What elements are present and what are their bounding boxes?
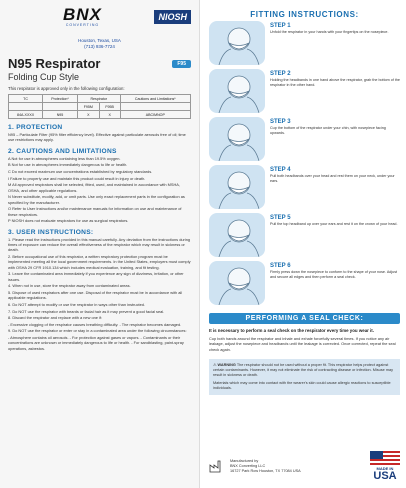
fitting-step bbox=[209, 117, 400, 163]
table-subheader: F95B bbox=[99, 103, 120, 111]
list-item: O Refer to User Instructions and/or maintenance manuals for information on use and maintenance of these respirators. bbox=[8, 206, 182, 217]
brand-tagline: CONVERTING bbox=[65, 23, 100, 27]
step-title: STEP 4 bbox=[270, 167, 291, 173]
table-header: Protection* bbox=[43, 95, 78, 103]
list-item: 3. Leave the contaminated area immediately if you experience any sign of dizziness, irritation, or other issues. bbox=[8, 271, 184, 282]
table-header: TC bbox=[9, 95, 43, 103]
step-illustration-icon bbox=[209, 69, 265, 113]
fitting-step bbox=[209, 261, 400, 307]
step-illustration-icon bbox=[209, 261, 265, 305]
list-item: A Not for use in atmospheres containing less than 19.5% oxygen. bbox=[8, 155, 121, 161]
address-phone: (713) 936-7724 bbox=[84, 44, 115, 49]
cautions-list bbox=[8, 156, 191, 224]
step-text: Firmly press down the nosepiece to conform to the shape of your nose. Adjust and secure all edges and then perform a seal check. bbox=[270, 270, 398, 279]
step-title: STEP 5 bbox=[270, 215, 291, 221]
step-title: STEP 6 bbox=[270, 263, 291, 269]
warning-text: The respirator should not be used without a proper fit. This respirator helps protect against certain contaminants. However, it may not eliminate the risk of contracting disease or infection. Misuse may result in sickness or death. bbox=[213, 362, 394, 378]
seal-check-text: Cup both hands around the respirator and inhale and exhale forcefully several times. If you notice any air leakage, adjust the nosepiece and headbands until the leakage is corrected. Once corrected, repeat the seal check again. bbox=[209, 336, 396, 352]
list-item: N Never substitute, modify, add, or omit parts. Use only exact replacement parts in the configuration as specified by the manufacturer. bbox=[8, 194, 185, 205]
brand-name: BNX bbox=[63, 5, 102, 24]
warning-text-2: Materials which may come into contact with the wearer's skin could cause allergic reactions to susceptible individuals. bbox=[213, 380, 391, 390]
footer bbox=[209, 451, 400, 482]
list-item: 6. Do NOT attempt to modify or use the respirator in ways other than instructed. bbox=[8, 302, 146, 307]
table-header: Respirator bbox=[77, 95, 120, 103]
approval-table bbox=[8, 94, 191, 119]
table-subheader bbox=[9, 103, 43, 111]
niosh-logo: NIOSH bbox=[154, 10, 191, 24]
list-item: 7. Do NOT use the respirator with beards or facial hair as it may prevent a good facial seal. bbox=[8, 308, 165, 314]
protection-text: N95 – Particulate Filter (95% filter efficiency level). Effective against particulate aerosols free of oil; time use restrictions may apply. bbox=[8, 132, 186, 143]
list-item: 9. Do NOT use the respirator or enter or stay in a contaminated area under the following circumstances: bbox=[8, 328, 187, 334]
list-item: M All approved respirators shall be selected, fitted, used, and maintained in accordance with MSHA, OSHA, and other applicable regulations. bbox=[8, 182, 180, 193]
product-subtitle: Folding Cup Style bbox=[8, 72, 80, 82]
list-item: I Failure to properly use and maintain this product could result in injury or death. bbox=[8, 175, 146, 181]
cautions-heading: 2. CAUTIONS AND LIMITATIONS bbox=[8, 147, 117, 155]
steps-list bbox=[209, 21, 400, 307]
mfg-line2: BNX Converting LLC bbox=[230, 464, 266, 468]
step-text: Pull both headbands over your head and rest them on your neck, under your ears. bbox=[270, 174, 395, 183]
fitting-heading: FITTING INSTRUCTIONS: bbox=[250, 10, 359, 19]
made-in-usa bbox=[370, 451, 400, 482]
list-item: C Do not exceed maximum use concentrations established by regulatory standards. bbox=[8, 169, 153, 174]
list-item: 1. Please read the instructions provided in this manual carefully. Any deviation from the instructions during times of exposure can reduce the overall effectiveness of the respirator which may result in sickness or death. bbox=[8, 236, 191, 253]
table-subheader: F95M bbox=[77, 103, 99, 111]
step-text: Holding the headbands in one hand above the respirator, grab the bottom of the respirator in the other hand. bbox=[270, 78, 400, 87]
fitting-step bbox=[209, 213, 400, 259]
fitting-step bbox=[209, 69, 400, 115]
right-panel bbox=[203, 0, 406, 488]
flag-icon bbox=[370, 451, 400, 466]
model-badge: F95 bbox=[172, 60, 191, 68]
table-cell: N95 bbox=[43, 111, 78, 119]
list-item: B Not for use in atmospheres immediately dangerous to life or health. bbox=[8, 162, 128, 168]
table-header: Cautions and Limitations* bbox=[120, 95, 190, 103]
protection-heading: 1. PROTECTION bbox=[8, 124, 63, 131]
step-title: STEP 2 bbox=[270, 71, 291, 77]
table-cell: 84A-XXXX bbox=[9, 111, 43, 119]
step-title: STEP 1 bbox=[270, 23, 291, 29]
warning-label: WARNING bbox=[217, 362, 236, 367]
step-illustration-icon bbox=[209, 213, 265, 257]
fitting-step bbox=[209, 165, 400, 211]
table-cell: X bbox=[99, 111, 120, 119]
address-line1: Houston, Texas, USA bbox=[78, 38, 121, 43]
left-panel bbox=[0, 0, 200, 488]
warning-icon: ⚠ bbox=[213, 362, 217, 367]
list-item: 4. When not in use, store the respirator away from contaminated areas. bbox=[8, 283, 131, 289]
list-item: P NIOSH does not evaluate respirators for use as surgical respirators. bbox=[8, 218, 129, 224]
step-illustration-icon bbox=[209, 165, 265, 209]
step-text: Pull the top headband up over your ears and rest it on the crown of your head. bbox=[270, 222, 398, 226]
step-text: Cup the bottom of the respirator under your chin, with nosepiece facing upwards. bbox=[270, 126, 386, 135]
made-in-label: MADE IN bbox=[376, 466, 394, 471]
list-item: - Atmosphere contains oil aerosols. - For protection against gases or vapors. - Contaminants or their concentrations are unknown or immediately dangerous to life or health. - For sandblasting, paint-spray operations, asbestos. bbox=[8, 334, 184, 351]
list-item: 5. Dispose of used respirators after one use. Disposal of the respirator must be in accordance with all applicable regulations. bbox=[8, 290, 183, 301]
logo-row bbox=[8, 6, 191, 40]
factory-icon bbox=[209, 459, 225, 475]
title-row bbox=[8, 56, 191, 71]
bnx-logo bbox=[63, 6, 102, 27]
warning-box bbox=[209, 359, 400, 395]
table-cell: X bbox=[77, 111, 99, 119]
product-title: N95 Respirator bbox=[8, 56, 101, 71]
list-item: 8. Discard the respirator and replace with a new one if: bbox=[8, 315, 103, 321]
manufacturer-info bbox=[209, 459, 301, 475]
step-illustration-icon bbox=[209, 117, 265, 161]
table-cell: ABCIMNOP bbox=[120, 111, 190, 119]
usa-label: USA bbox=[373, 470, 397, 482]
seal-check-lead: It is necessary to perform a seal check on the respirator every time you wear it. bbox=[209, 328, 374, 333]
mfg-line3: 16727 Park Row Houston, TX 77084 USA bbox=[230, 469, 301, 473]
table-row bbox=[9, 111, 191, 119]
user-instructions-heading: 3. USER INSTRUCTIONS: bbox=[8, 228, 94, 236]
fitting-step bbox=[209, 21, 400, 67]
step-title: STEP 3 bbox=[270, 119, 291, 125]
step-text: Unfold the respirator in your hands with your fingertips on the nosepiece. bbox=[270, 30, 389, 34]
approval-text: This respirator is approved only in the following configuration: bbox=[8, 86, 125, 91]
mfg-line1: Manufactured by bbox=[230, 459, 259, 463]
seal-check-heading: PERFORMING A SEAL CHECK: bbox=[209, 313, 400, 324]
table-subheader bbox=[43, 103, 78, 111]
table-subheader bbox=[120, 103, 190, 111]
list-item: 2. Before occupational use of this respirator, a written respiratory protection program must be implemented meeting all the local government requirements. In the United States, employers must comply with OSHA 29 CFR 1910.134 which includes medical evaluation, training, and fit testing. bbox=[8, 254, 191, 270]
user-instructions-list bbox=[8, 237, 191, 352]
step-illustration-icon bbox=[209, 21, 265, 65]
list-item: - Excessive clogging of the respirator causes breathing difficulty. - The respirator becomes damaged. bbox=[8, 321, 182, 327]
address bbox=[8, 38, 191, 50]
